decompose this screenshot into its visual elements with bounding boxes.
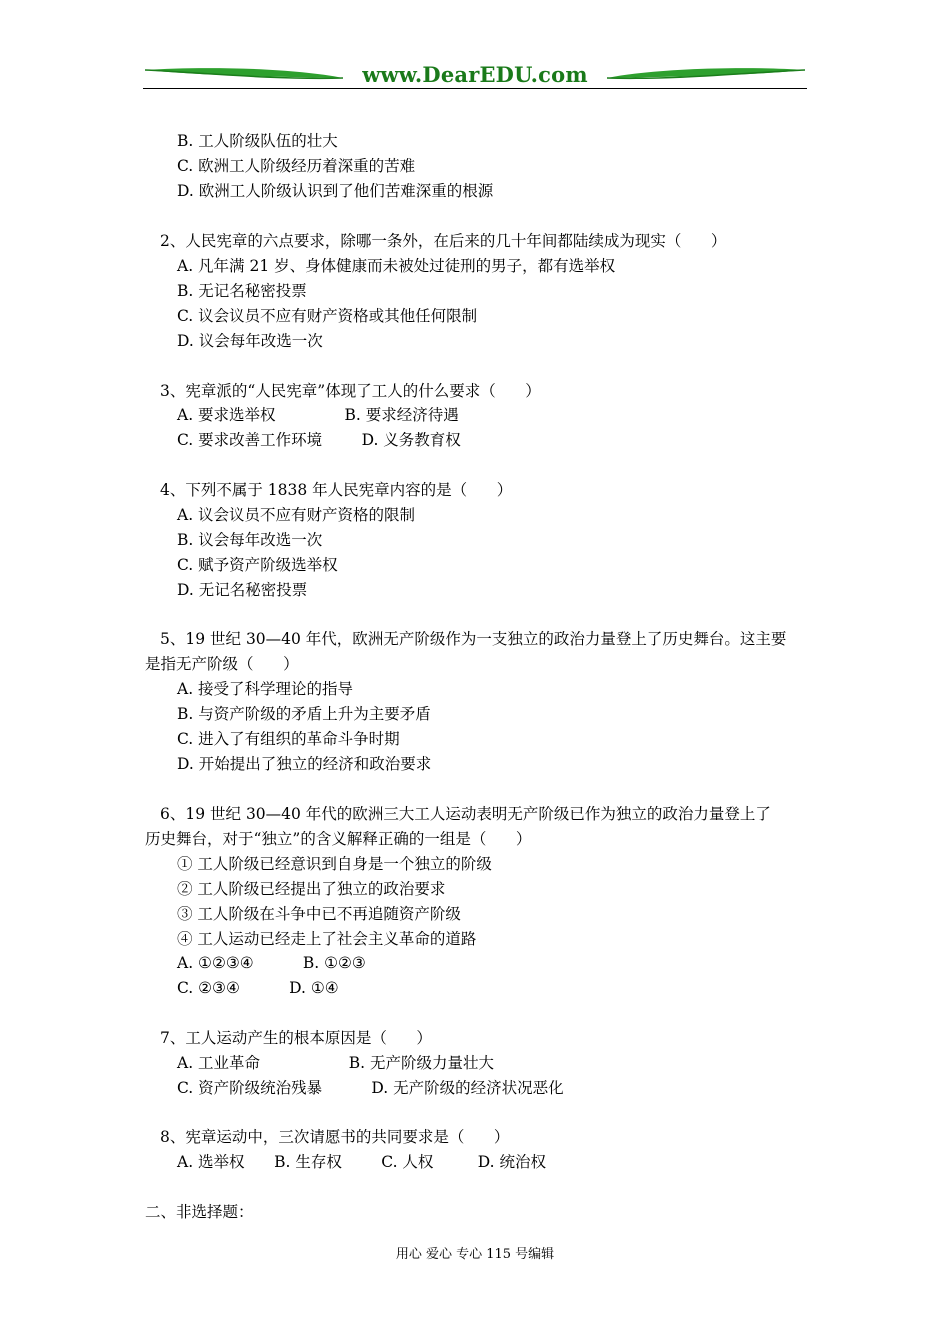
text-line: A. 要求选举权 B. 要求经济待遇 [177, 406, 459, 424]
header-divider [143, 88, 807, 89]
text-line: D. 无记名秘密投票 [177, 581, 308, 599]
text-line: B. 与资产阶级的矛盾上升为主要矛盾 [177, 705, 431, 723]
text-line: 2、人民宪章的六点要求，除哪一条外，在后来的几十年间都陆续成为现实（ ） [160, 232, 727, 250]
text-line: ③ 工人阶级在斗争中已不再追随资产阶级 [177, 905, 461, 923]
text-line: 4、下列不属于 1838 年人民宪章内容的是（ ） [160, 481, 513, 499]
text-line: 二、非选择题： [145, 1203, 254, 1221]
text-line: C. 赋予资产阶级选举权 [177, 556, 338, 574]
text-line: 8、宪章运动中，三次请愿书的共同要求是（ ） [160, 1128, 510, 1146]
text-line: 是指无产阶级（ ） [145, 655, 299, 673]
text-line: D. 欧洲工人阶级认识到了他们苦难深重的根源 [177, 182, 494, 200]
text-line: B. 无记名秘密投票 [177, 282, 307, 300]
text-line: ④ 工人运动已经走上了社会主义革命的道路 [177, 930, 477, 948]
text-line: A. 选举权 B. 生存权 C. 人权 D. 统治权 [177, 1153, 547, 1171]
text-line: ① 工人阶级已经意识到自身是一个独立的阶级 [177, 855, 492, 873]
text-line: C. ②③④ D. ①④ [177, 979, 339, 997]
text-line: A. 工业革命 B. 无产阶级力量壮大 [177, 1054, 494, 1072]
text-line: 5、19 世纪 30—40 年代，欧洲无产阶级作为一支独立的政治力量登上了历史舞台。这主要 [160, 630, 787, 648]
site-url-logo: www.DearEDU.com [362, 62, 588, 87]
text-line: ② 工人阶级已经提出了独立的政治要求 [177, 880, 446, 898]
text-line: 7、工人运动产生的根本原因是（ ） [160, 1029, 432, 1047]
page-footer: 用心 爱心 专心 115 号编辑 [395, 1247, 555, 1262]
text-line: D. 议会每年改选一次 [177, 332, 323, 350]
text-line: B. 工人阶级队伍的壮大 [177, 132, 338, 150]
text-line: 3、宪章派的“人民宪章”体现了工人的什么要求（ ） [160, 382, 541, 400]
text-line: C. 议会议员不应有财产资格或其他任何限制 [177, 307, 478, 325]
text-line: C. 欧洲工人阶级经历着深重的苦难 [177, 157, 416, 175]
text-line: A. 凡年满 21 岁、身体健康而未被处过徒刑的男子，都有选举权 [177, 257, 616, 275]
text-line: A. ①②③④ B. ①②③ [177, 954, 366, 972]
text-line: 历史舞台，对于“独立”的含义解释正确的一组是（ ） [145, 830, 532, 848]
text-line: B. 议会每年改选一次 [177, 531, 323, 549]
text-line: C. 进入了有组织的革命斗争时期 [177, 730, 400, 748]
text-line: A. 接受了科学理论的指导 [177, 680, 354, 698]
text-line: D. 开始提出了独立的经济和政治要求 [177, 755, 432, 773]
text-line: C. 资产阶级统治残暴 D. 无产阶级的经济状况恶化 [177, 1079, 564, 1097]
site-header-banner [143, 60, 807, 90]
text-line: C. 要求改善工作环境 D. 义务教育权 [177, 431, 461, 449]
text-line: A. 议会议员不应有财产资格的限制 [177, 506, 416, 524]
text-line: 6、19 世纪 30—40 年代的欧洲三大工人运动表明无产阶级已作为独立的政治力量登上了 [160, 805, 771, 823]
